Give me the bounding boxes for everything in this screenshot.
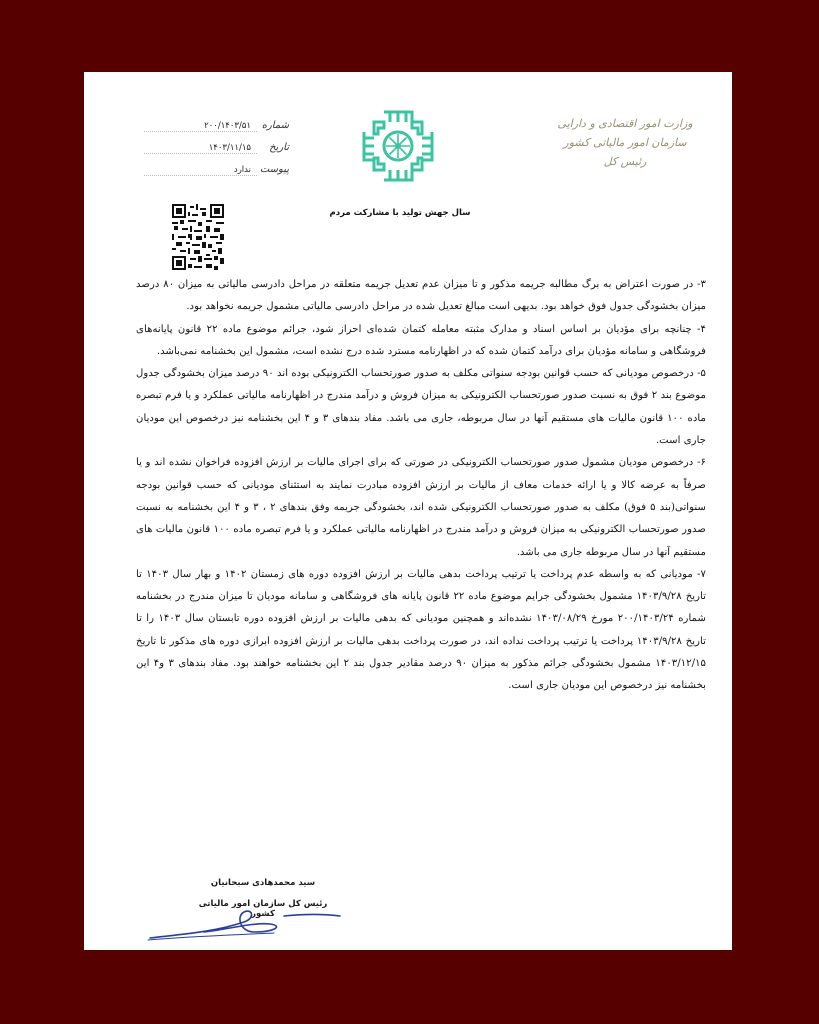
date-row bbox=[144, 142, 289, 164]
slogan: سال جهش تولید با مشارکت مردم bbox=[329, 208, 471, 218]
letter-meta bbox=[144, 120, 289, 186]
handwritten-signature-icon bbox=[144, 902, 344, 942]
paragraph-5: ۵- درخصوص مودیانی که حسب قوانین بودجه سنواتی مکلف به صدور صورتحساب الکترونیکی بوده اند ۹۰ درصد میزان بخشودگی جدول موضوع بند ۲ فوق به نسبت صدور صورتحساب الکترونیکی به میزان فروش و درآمد مندرج در اظهارنامه مالیاتی عملکرد و یا فرم تبصره ماده ۱۰۰ قانون مالیات های مستقیم آنها در سال مربوطه، جاری می باشد. مفاد بندهای ۳ و ۴ این بخشنامه نیز درخصوص این مودیان جاری است. bbox=[136, 368, 706, 447]
paragraph-4: ۴- چنانچه برای مؤدیان بر اساس اسناد و مدارک مثبته معامله کتمان شده‌ای احراز شود، جرائم موضوع ماده ۲۲ قانون پایانه‌های فروشگاهی و سامانه مؤدیان برای درآمد کتمان شده که در اظهارنامه مسترد شده درج نشده است، مشمول این بخشنامه نمی‌باشد. bbox=[136, 323, 706, 357]
qr-code-icon bbox=[172, 204, 224, 270]
letter-body bbox=[136, 274, 706, 698]
signatory-name: سید محمدهادی سبحانیان bbox=[210, 878, 316, 888]
tax-organization-logo-icon bbox=[360, 108, 436, 184]
date-label: تاریخ bbox=[269, 142, 289, 153]
paragraph-3: ۳- در صورت اعتراض به برگ مطالبه جریمه مذکور و تا میزان عدم تعدیل جریمه متعلقه در مراحل دادرسی مالیاتی به میزان ۸۰ درصد میزان بخشودگی جدول فوق خواهد بود. بدیهی است مبالغ تعدیل شده در مراحل دادرسی مالیاتی مشمول جریمه نخواهد بود. bbox=[136, 279, 707, 313]
ministry-line: رئیس کل bbox=[603, 155, 647, 168]
ministry-header bbox=[540, 114, 710, 171]
attachment-label: پیوست bbox=[259, 164, 289, 175]
signature-block bbox=[144, 872, 344, 942]
attachment-row bbox=[144, 164, 289, 186]
number-label: شماره bbox=[261, 120, 289, 131]
number-row bbox=[144, 120, 289, 142]
signatory-title: رئیس کل سازمان امور مالیاتی کشور bbox=[198, 899, 328, 919]
attachment-value: ندارد bbox=[144, 165, 257, 176]
number-value: ۲۰۰/۱۴۰۳/۵۱ bbox=[144, 121, 257, 132]
ministry-line: وزارت امور اقتصادی و دارایی bbox=[557, 117, 693, 130]
date-value: ۱۴۰۳/۱۱/۱۵ bbox=[144, 143, 257, 154]
letter-page bbox=[84, 72, 732, 950]
paragraph-6: ۶- درخصوص مودیان مشمول صدور صورتحساب الکترونیکی در صورتی که برای اجرای مالیات بر ارزش افزوده فراخوان نشده اند و یا صرفاً به عرضه کالا و یا ارائه خدمات معاف از مالیات بر ارزش افزوده مبادرت نمایند به استثنای مودیانی که حسب قوانین بودجه سنواتی(بند ۵ فوق) مکلف به صدور صورتحساب الکترونیکی شده اند، بخشودگی جریمه وفق بندهای ۲ ، ۳ و ۴ این بخشنامه به نسبت صدور صورتحساب الکترونیکی به میزان فروش و درآمد مندرج در اظهارنامه مالیاتی عملکرد و یا فرم تبصره ماده ۱۰۰ قانون مالیات های مستقیم آنها در سال مربوطه جاری می باشد. bbox=[136, 457, 706, 558]
ministry-line: سازمان امور مالیاتی کشور bbox=[563, 136, 687, 149]
paragraph-7: ۷- مودیانی که به واسطه عدم پرداخت یا ترتیب پرداخت بدهی مالیات بر ارزش افزوده دوره های زمستان ۱۴۰۲ و بهار سال ۱۴۰۳ تا تاریخ ۱۴۰۳/۹/۲۸ مشمول بخشودگی جرایم موضوع ماده ۲۲ قانون پایانه های فروشگاهی و سامانه مودیان تا میزان مندرج در بخشنامه شماره ۲۰۰/۱۴۰۳/۲۴ مورخ ۱۴۰۳/۰۸/۲۹ نشده‌اند و همچنین مودیانی که بدهی مالیات بر ارزش افزوده دوره تابستان سال ۱۴۰۳ را تا تاریخ ۱۴۰۳/۹/۲۸ پرداخت یا ترتیب پرداخت نداده اند، در صورت پرداخت بدهی مالیات بر ارزش افزوده ابرازی دوره های مذکور تا تاریخ ۱۴۰۳/۱۲/۱۵ مشمول بخشودگی جرائم مذکور به میزان ۹۰ درصد مقادیر جدول بند ۲ این بخشنامه خواهند بود. مفاد بندهای ۳ و۴ این بخشنامه نیز درخصوص این مودیان جاری است. bbox=[136, 568, 707, 692]
